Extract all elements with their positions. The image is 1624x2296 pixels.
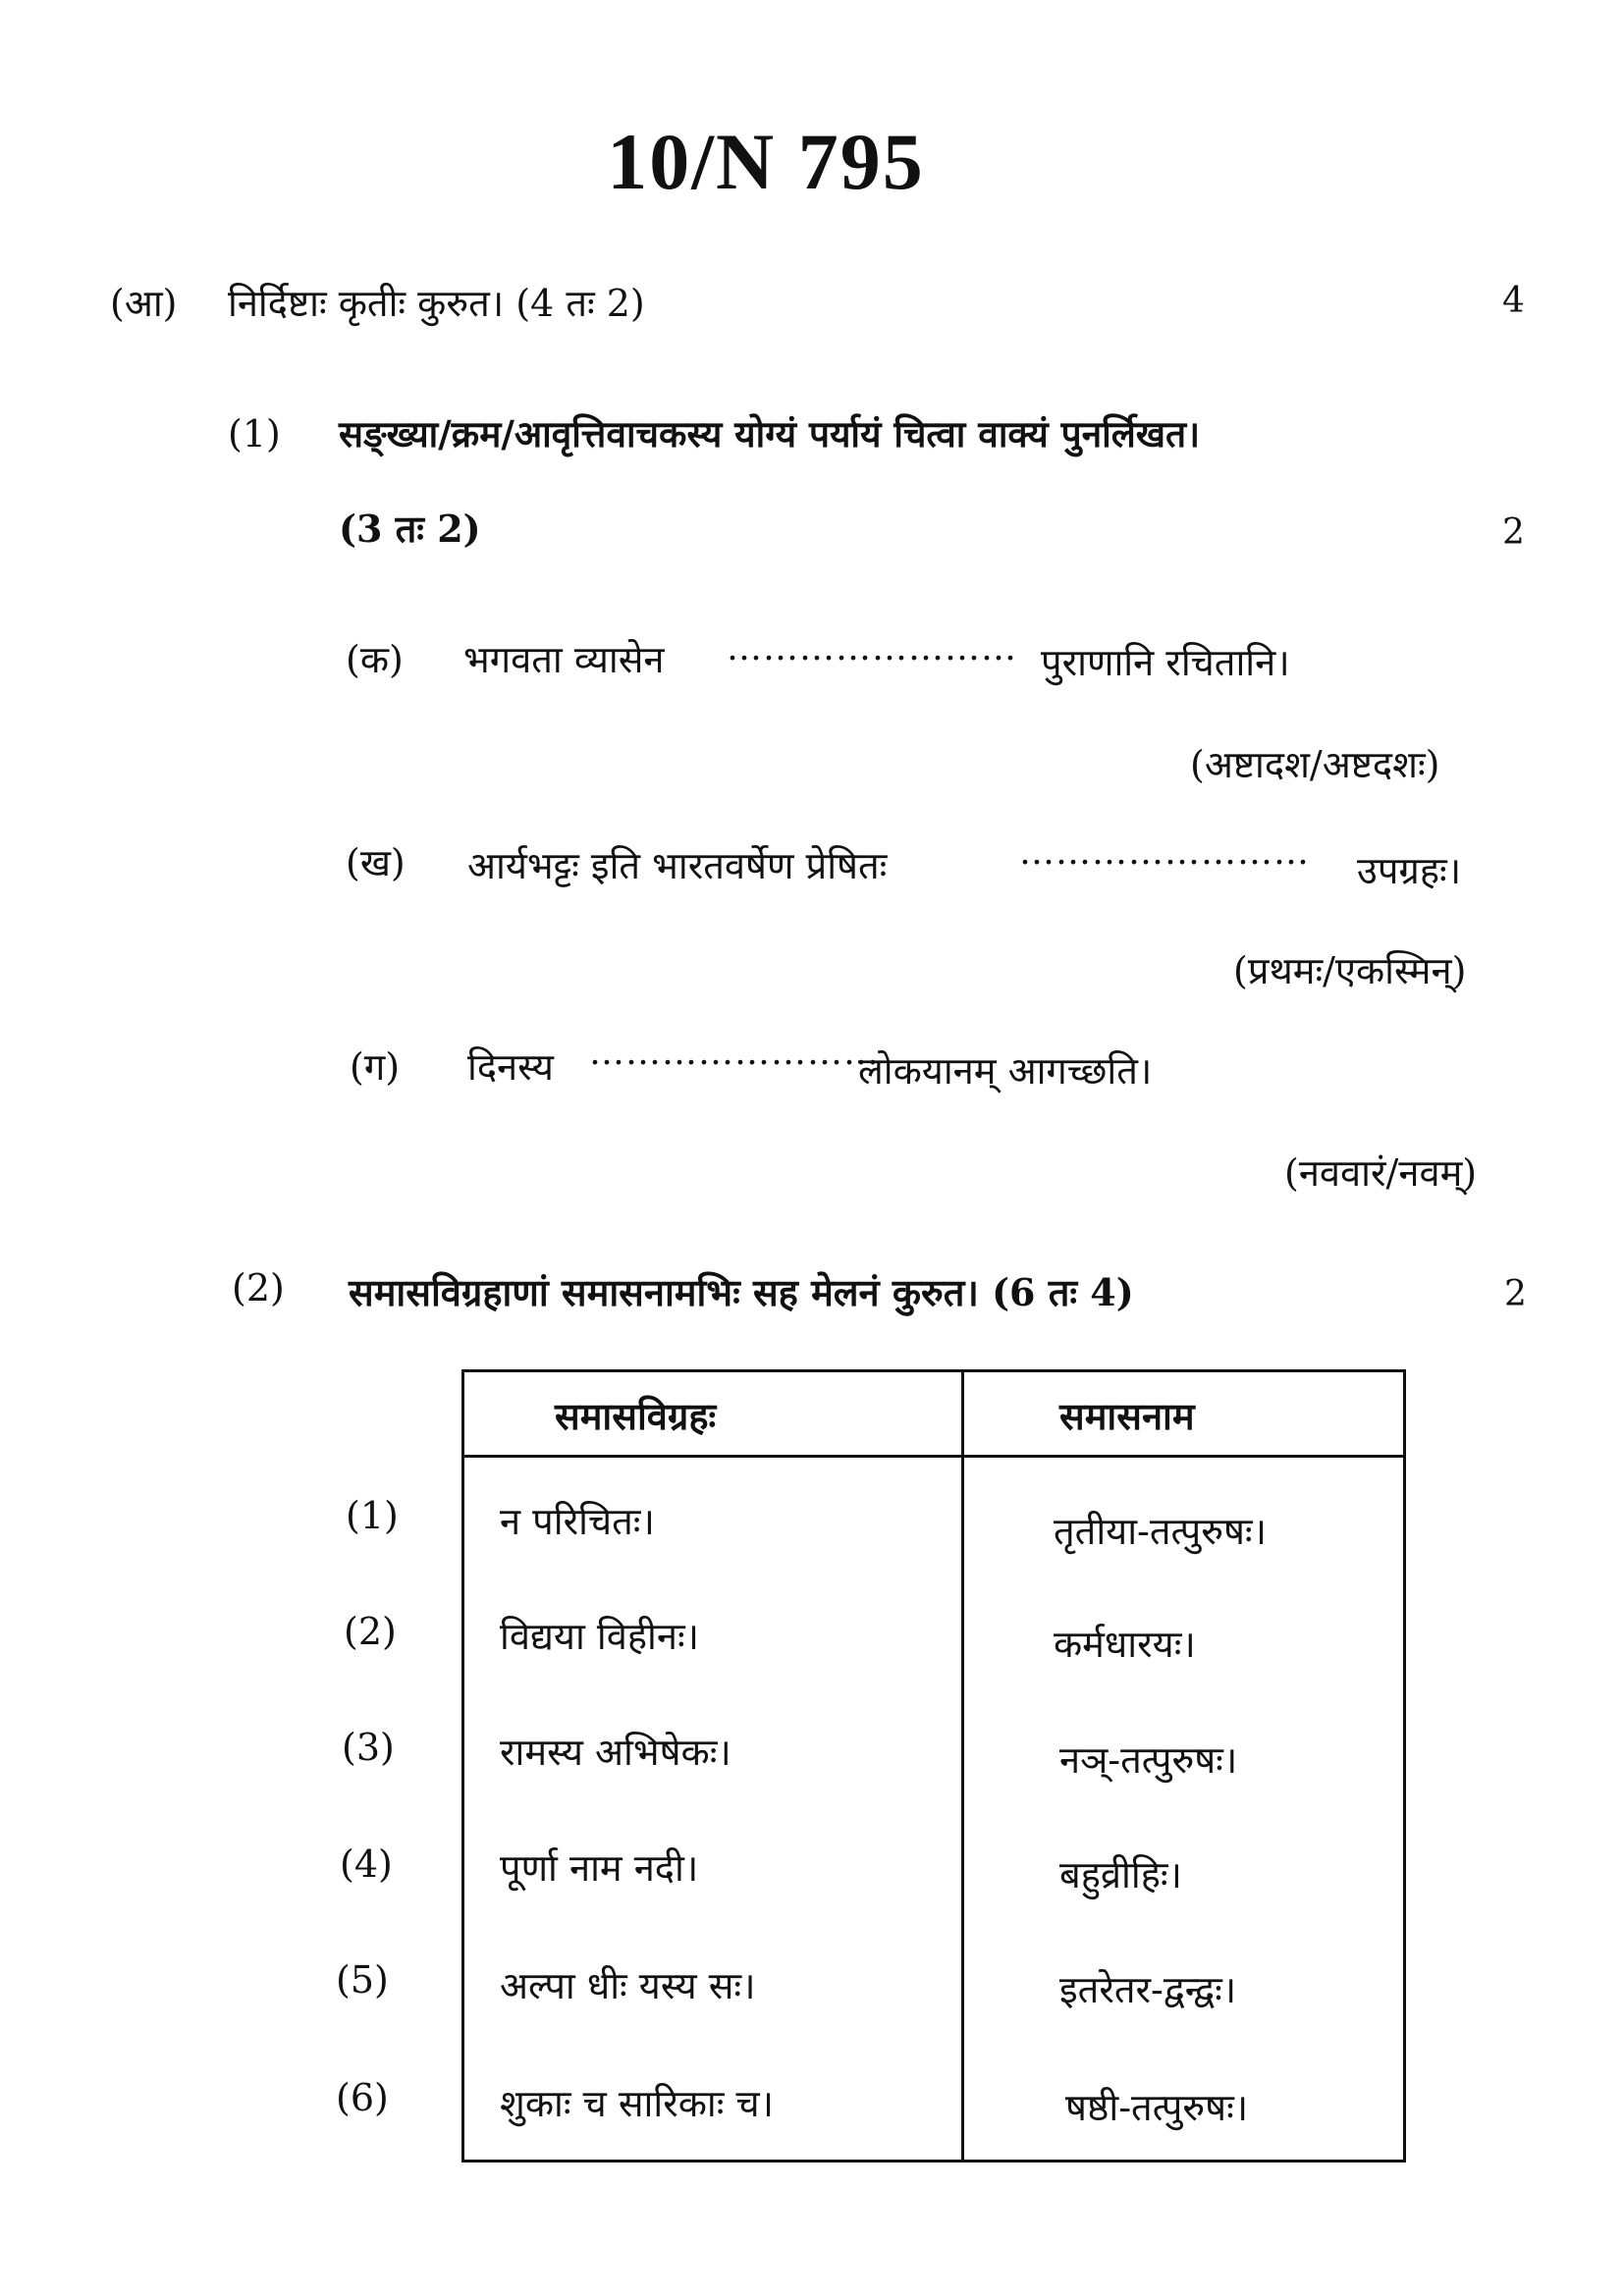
q1-number: (1)	[228, 412, 281, 455]
table-row-number: (6)	[336, 2076, 389, 2119]
q1-item-blank: ……………………	[589, 1033, 880, 1073]
section-label: (आ)	[110, 282, 178, 325]
q1-item-options: (नववारं/नवम्)	[1284, 1151, 1478, 1195]
q1-item-after: पुराणानि रचितानि।	[1041, 641, 1290, 684]
table-cell-vigraha: न परिचितः।	[500, 1500, 655, 1543]
table-row-number: (3)	[342, 1726, 395, 1769]
table-cell-vigraha: विद्यया विहीनः।	[500, 1615, 700, 1658]
table-header-divider	[464, 1455, 1403, 1458]
q1-marks: 2	[1502, 512, 1525, 553]
table-header-vigraha: समासविग्रहः	[555, 1394, 717, 1438]
q1-item-label: (ख)	[346, 841, 406, 884]
table-cell-naam: कर्मधारयः।	[1054, 1623, 1196, 1666]
q1-item-blank: ……………………	[1019, 832, 1310, 873]
q1-item-before: दिनस्य	[467, 1045, 554, 1089]
q1-instruction: सङ्ख्या/क्रम/आवृत्तिवाचकस्य योग्यं पर्यायं चित्वा वाक्यं पुनर्लिखत।	[339, 412, 1201, 455]
table-cell-naam: इतरेतर-द्वन्द्वः।	[1059, 1968, 1237, 2011]
table-header-naam: समासनाम	[1059, 1394, 1195, 1438]
q1-item-before: आर्यभट्टः इति भारतवर्षेण प्रेषितः	[467, 844, 888, 887]
table-cell-vigraha: शुकाः च सारिकाः च।	[500, 2082, 775, 2125]
table-cell-vigraha: अल्पा धीः यस्य सः।	[500, 1964, 756, 2007]
table-column-divider	[961, 1372, 964, 2160]
q1-item-label: (ग)	[350, 1045, 401, 1089]
table-row-number: (1)	[346, 1494, 399, 1537]
matching-table	[461, 1369, 1406, 2163]
q1-item-options: (प्रथमः/एकस्मिन्)	[1233, 949, 1467, 992]
table-cell-naam: षष्ठी-तत्पुरुषः।	[1065, 2086, 1249, 2129]
q2-instruction: समासविग्रहाणां समासनामभिः सह मेलनं कुरुत। (6 तः 4)	[349, 1270, 1134, 1314]
table-cell-naam: नञ्-तत्पुरुषः।	[1059, 1738, 1238, 1782]
table-cell-naam: तृतीया-तत्पुरुषः।	[1054, 1510, 1268, 1553]
q1-item-blank: ……………………	[727, 628, 1017, 668]
section-instruction: निर्दिष्टाः कृतीः कुरुत। (4 तः 2)	[228, 282, 645, 325]
table-cell-vigraha: रामस्य अभिषेकः।	[500, 1731, 731, 1774]
q2-number: (2)	[232, 1266, 285, 1309]
paper-code: 10/N 795	[607, 117, 925, 206]
q2-marks: 2	[1504, 1274, 1527, 1314]
table-cell-naam: बहुव्रीहिः।	[1059, 1853, 1182, 1896]
q1-choice: (3 तः 2)	[339, 507, 481, 551]
table-row-number: (2)	[344, 1610, 397, 1653]
q1-item-after: लोकयानम् आगच्छति।	[858, 1049, 1153, 1093]
table-cell-vigraha: पूर्णा नाम नदी।	[500, 1846, 699, 1890]
section-marks: 4	[1502, 281, 1525, 321]
table-row-number: (4)	[340, 1842, 393, 1886]
q1-item-options: (अष्टादश/अष्टदशः)	[1190, 743, 1440, 786]
table-row-number: (5)	[336, 1958, 389, 2002]
q1-item-before: भगवता व्यासेन	[463, 638, 665, 681]
q1-item-label: (क)	[346, 638, 404, 681]
q1-item-after: उपग्रहः।	[1357, 849, 1462, 892]
